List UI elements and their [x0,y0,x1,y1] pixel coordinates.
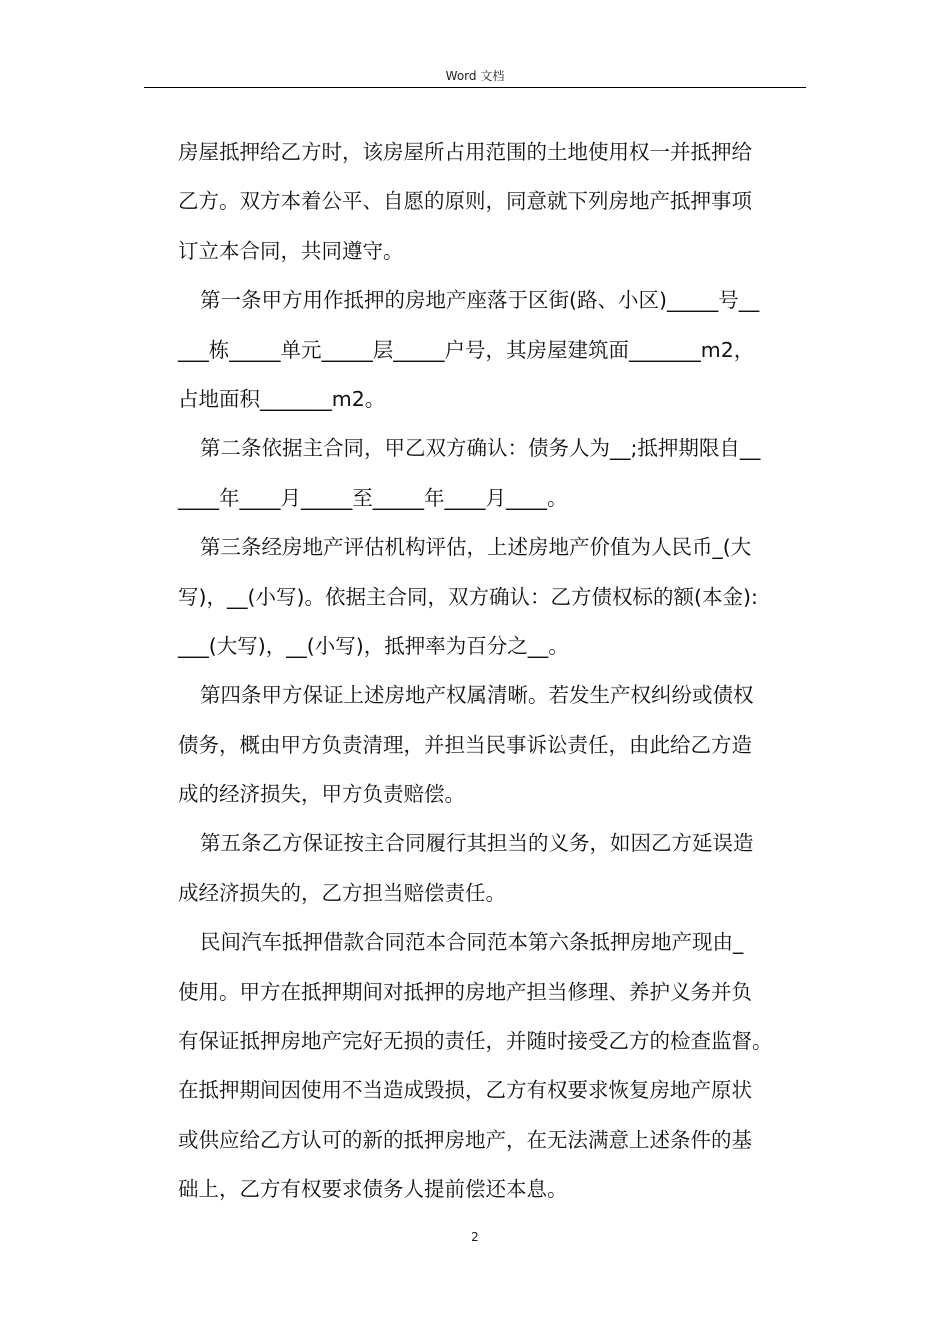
page-number: 2 [471,1230,479,1244]
body-line: 乙方。双方本着公平、自愿的原则，同意就下列房地产抵押事项 [178,189,752,214]
body-line: 房屋抵押给乙方时，该房屋所占用范围的土地使用权一并抵押给 [178,140,752,164]
clause-2-line: 第二条依据主合同，甲乙双方确认：债务人为__;抵押期限自__ [200,436,761,461]
body-line: ___栋_____单元_____层_____户号，其房屋建筑面_______m2， [178,337,755,362]
body-line: 成的经济损失，甲方负责赔偿。 [178,782,465,807]
body-line: 订立本合同，共同遵守。 [178,238,404,263]
header-divider [144,87,806,88]
body-line: 在抵押期间因使用不当造成毁损，乙方有权要求恢复房地产原状 [178,1078,752,1103]
page-header: Word 文档 [445,69,505,83]
document-body [178,128,810,1215]
body-line: 债务，概由甲方负责清理，并担当民事诉讼责任，由此给乙方造 [178,732,752,757]
body-line: 有保证抵押房地产完好无损的责任，并随时接受乙方的检查监督。 [178,1029,773,1054]
body-line: 使用。甲方在抵押期间对抵押的房地产担当修理、养护义务并负 [178,979,752,1004]
body-line: 写)，__(小写)。依据主合同，双方确认：乙方债权标的额(本金): [178,584,758,609]
clause-3-line: 第三条经房地产评估机构评估，上述房地产价值为人民币_(大 [200,535,752,560]
clause-4-line: 第四条甲方保证上述房地产权属清晰。若发生产权纠纷或债权 [200,683,754,708]
body-line: 础上，乙方有权要求债务人提前偿还本息。 [178,1177,568,1202]
body-line: 成经济损失的，乙方担当赔偿责任。 [178,880,506,905]
body-line: 占地面积_______m2。 [178,386,386,411]
body-line: 或供应给乙方认可的新的抵押房地产，在无法满意上述条件的基 [178,1127,752,1152]
body-line: ___(大写)，__(小写)，抵押率为百分之__。 [178,633,569,658]
clause-5-line: 第五条乙方保证按主合同履行其担当的义务，如因乙方延误造 [200,831,754,856]
body-line: ____年____月_____至_____年____月____。 [178,485,568,510]
clause-1-line: 第一条甲方用作抵押的房地产座落于区街(路、小区)_____号__ [200,288,760,313]
clause-6-line: 民间汽车抵押借款合同范本合同范本第六条抵押房地产现由_ [200,930,744,955]
